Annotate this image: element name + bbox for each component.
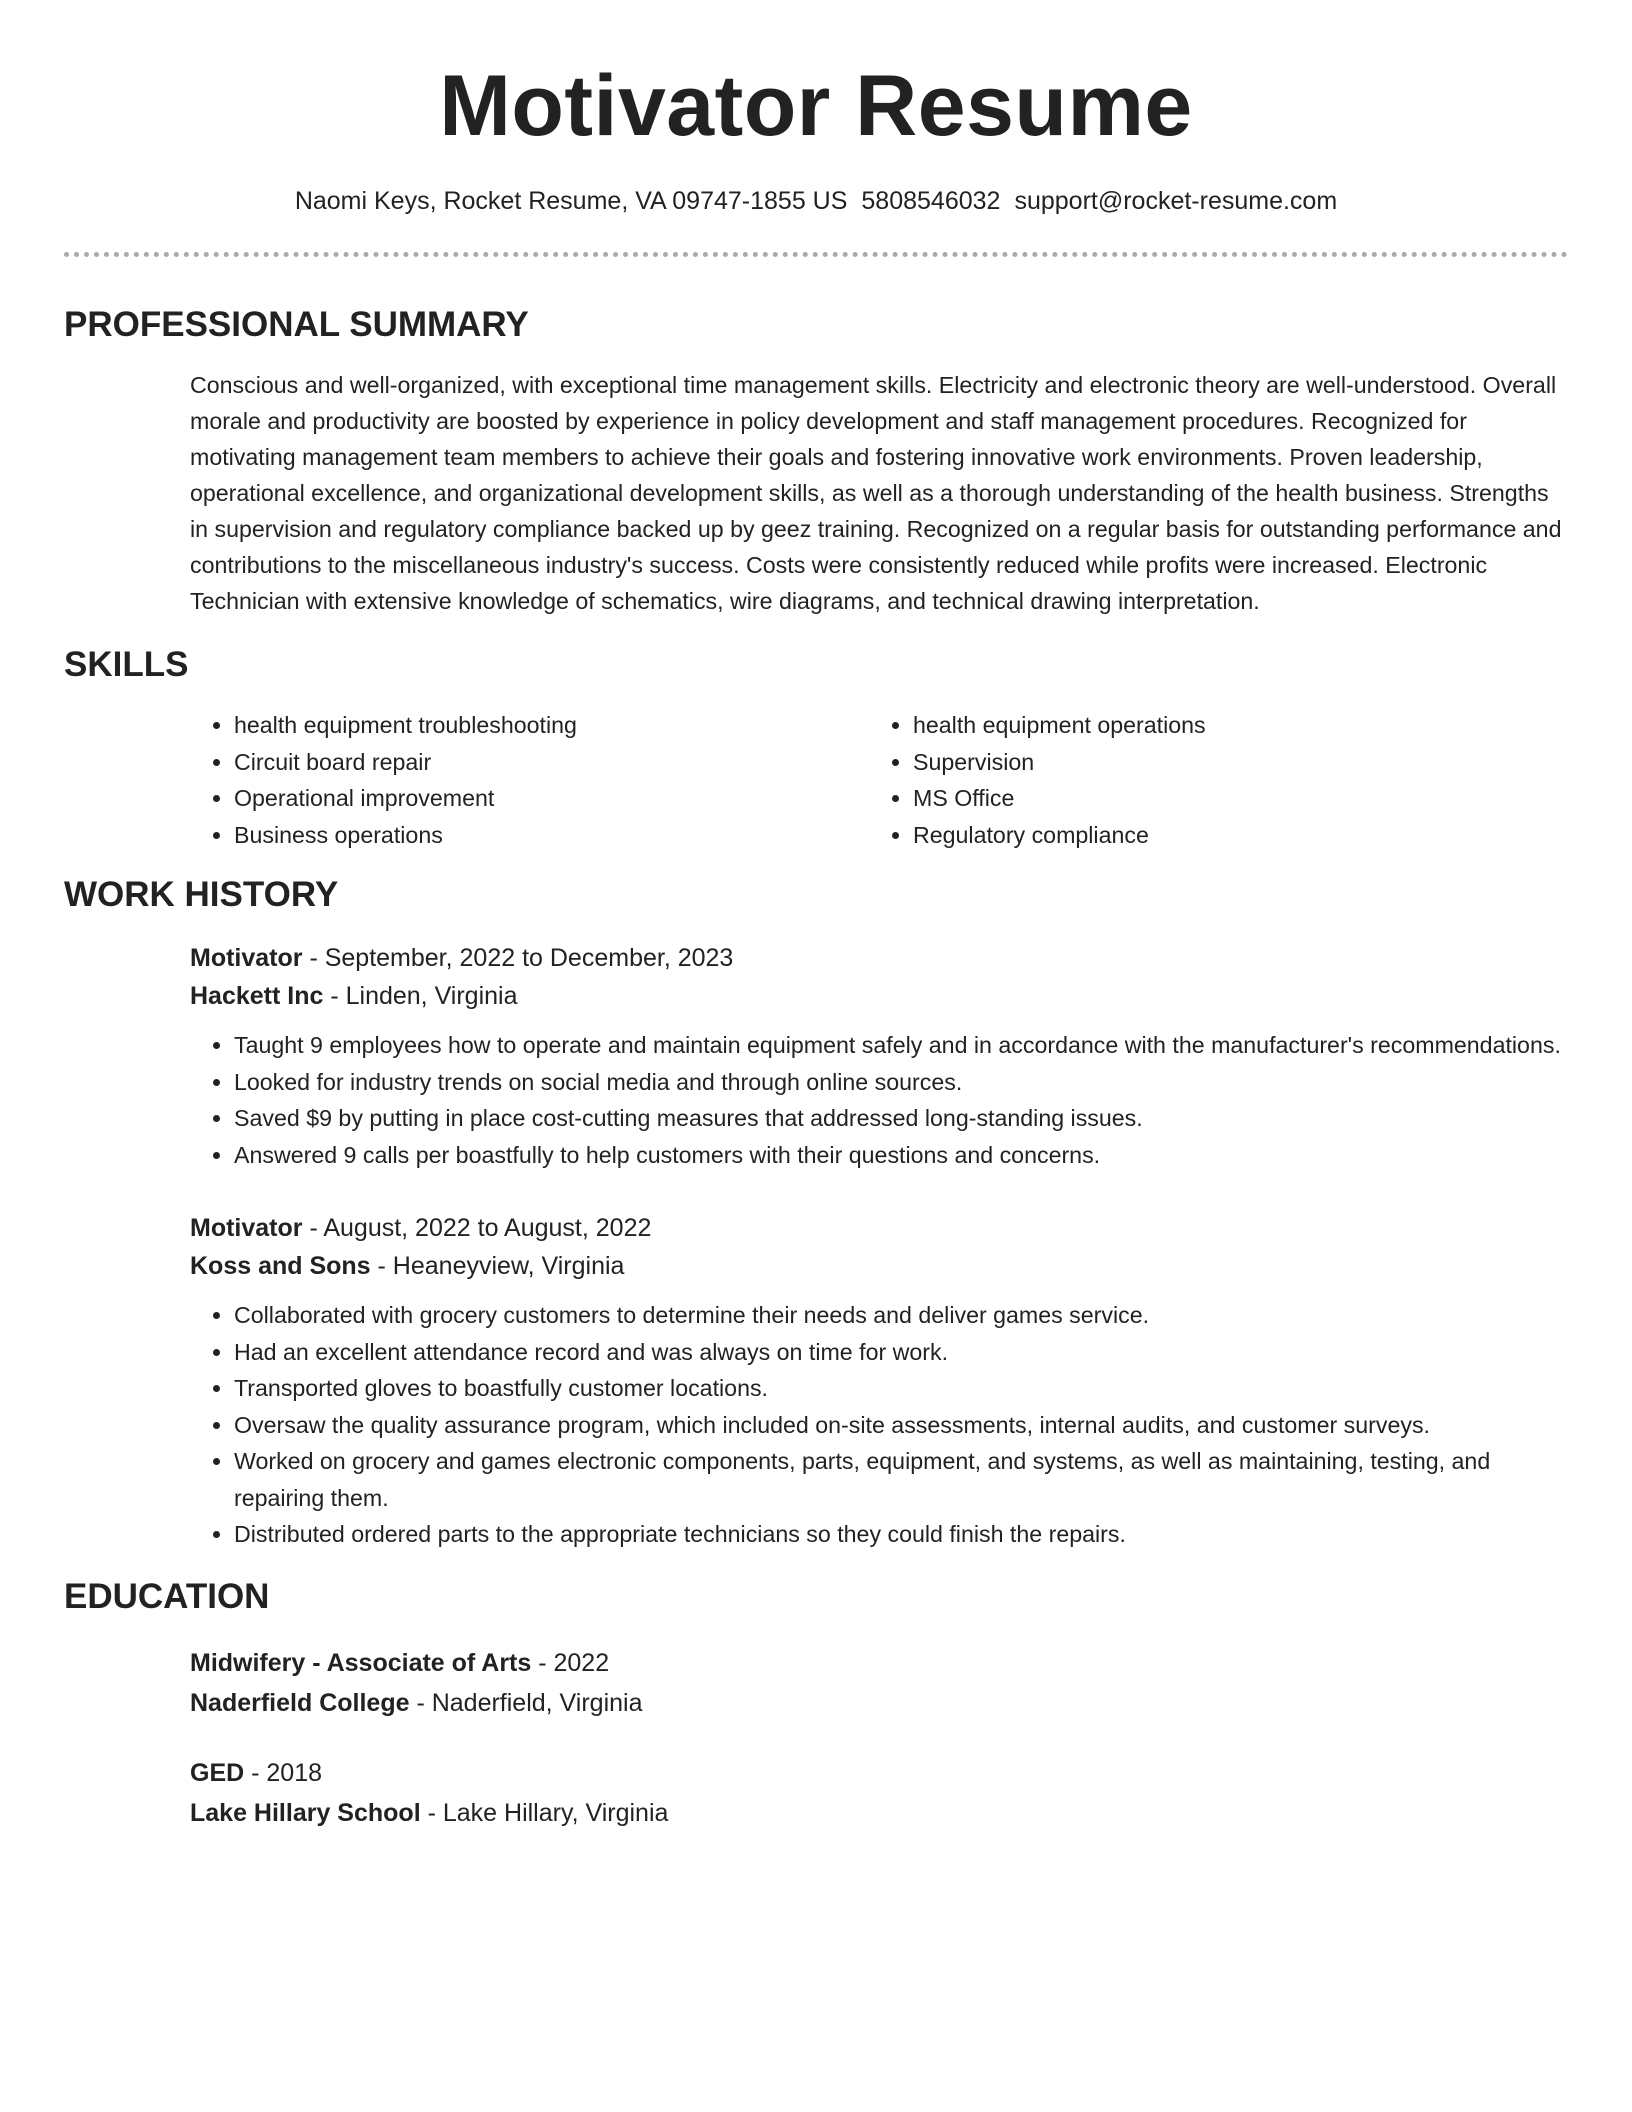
duty-item: • Answered 9 calls per boastfully to help customers with their questions and concerns. — [234, 1137, 1568, 1174]
duty-item: • Taught 9 employees how to operate and maintain equipment safely and in accordance with the manufacturer's recommendations. — [234, 1027, 1568, 1064]
skill-item: • Business operations — [234, 817, 869, 854]
summary-heading: PROFESSIONAL SUMMARY — [64, 305, 529, 344]
education-heading: EDUCATION — [64, 1576, 270, 1616]
duty-item: • Distributed ordered parts to the appropriate technicians so they could finish the repairs. — [234, 1516, 1568, 1553]
duty-item: • Collaborated with grocery customers to determine their needs and deliver games service. — [234, 1297, 1568, 1334]
education-degree-line — [190, 1643, 1568, 1683]
education-degree: Midwifery - Associate of Arts — [190, 1648, 532, 1677]
education-year: - 2018 — [244, 1758, 323, 1787]
job-company-line — [190, 977, 1568, 1015]
education-school: Lake Hillary School — [190, 1798, 421, 1827]
header-divider — [64, 252, 1568, 257]
skill-item: • Circuit board repair — [234, 744, 869, 781]
summary-text: Conscious and well-organized, with exceptional time management skills. Electricity and electronic theory are well-understood. Overall morale and productivity are boosted by experience in policy development and staff management procedures. Recognized for motivating management team members to achieve their goals and fostering innovative work environments. Proven leadership, operational excellence, and organizational development skills, as well as a thorough understanding of the health business. Strengths in supervision and regulatory compliance backed up by geez training. Recognized on a regular basis for outstanding performance and contributions to the miscellaneous industry's success. Costs were consistently reduced while profits were increased. Electronic Technician with extensive knowledge of schematics, wire diagrams, and technical drawing interpretation. — [190, 372, 1562, 614]
education-degree: GED — [190, 1758, 245, 1787]
education-school-line — [190, 1793, 1568, 1833]
duty-item: • Looked for industry trends on social media and through online sources. — [234, 1064, 1568, 1101]
job-title-line — [190, 1209, 1568, 1247]
education-degree-line — [190, 1753, 1568, 1793]
job-title: Motivator — [190, 944, 303, 972]
job-location: - Heaneyview, Virginia — [370, 1252, 625, 1280]
work-history-heading: WORK HISTORY — [64, 875, 339, 914]
skill-item: • health equipment operations — [913, 707, 1548, 744]
job-entry — [190, 939, 1568, 1173]
skill-item: • MS Office — [913, 780, 1548, 817]
job-location: - Linden, Virginia — [323, 982, 518, 1010]
duty-item: • Saved $9 by putting in place cost-cutting measures that addressed long-standing issues. — [234, 1100, 1568, 1137]
contact-email: support@rocket-resume.com — [1014, 187, 1338, 215]
job-duties — [190, 1027, 1568, 1173]
skill-item: • Supervision — [913, 744, 1548, 781]
skill-item: • Operational improvement — [234, 780, 869, 817]
resume-title: Motivator Resume — [439, 58, 1193, 154]
job-company: Koss and Sons — [190, 1252, 371, 1280]
education-year: - 2022 — [531, 1648, 610, 1677]
skills-heading: SKILLS — [64, 645, 189, 684]
skill-item: • Regulatory compliance — [913, 817, 1548, 854]
job-dates: - August, 2022 to August, 2022 — [302, 1214, 652, 1242]
job-dates: - September, 2022 to December, 2023 — [302, 944, 734, 972]
job-title: Motivator — [190, 1214, 303, 1242]
job-duties — [190, 1297, 1568, 1553]
skills-list — [190, 707, 1568, 853]
job-entry — [190, 1209, 1568, 1553]
education-location: - Naderfield, Virginia — [409, 1688, 643, 1717]
duty-item: • Oversaw the quality assurance program, which included on-site assessments, internal audits, and customer surveys. — [234, 1407, 1568, 1444]
contact-address: Naomi Keys, Rocket Resume, VA 09747-1855 US — [294, 187, 848, 215]
contact-phone: 5808546032 — [861, 187, 1001, 215]
skills-column-right — [869, 707, 1548, 853]
education-entry — [190, 1643, 1568, 1723]
skill-item: • health equipment troubleshooting — [234, 707, 869, 744]
education-location: - Lake Hillary, Virginia — [420, 1798, 669, 1827]
job-company: Hackett Inc — [190, 982, 324, 1010]
duty-item: • Had an excellent attendance record and was always on time for work. — [234, 1334, 1568, 1371]
education-school: Naderfield College — [190, 1688, 410, 1717]
duty-item: • Transported gloves to boastfully customer locations. — [234, 1370, 1568, 1407]
job-company-line — [190, 1247, 1568, 1285]
duty-item: • Worked on grocery and games electronic components, parts, equipment, and systems, as well as maintaining, testing, and repairing them. — [234, 1443, 1568, 1516]
job-title-line — [190, 939, 1568, 977]
contact-line — [64, 186, 1568, 216]
skills-column-left — [190, 707, 869, 853]
education-entry — [190, 1753, 1568, 1833]
education-school-line — [190, 1683, 1568, 1723]
